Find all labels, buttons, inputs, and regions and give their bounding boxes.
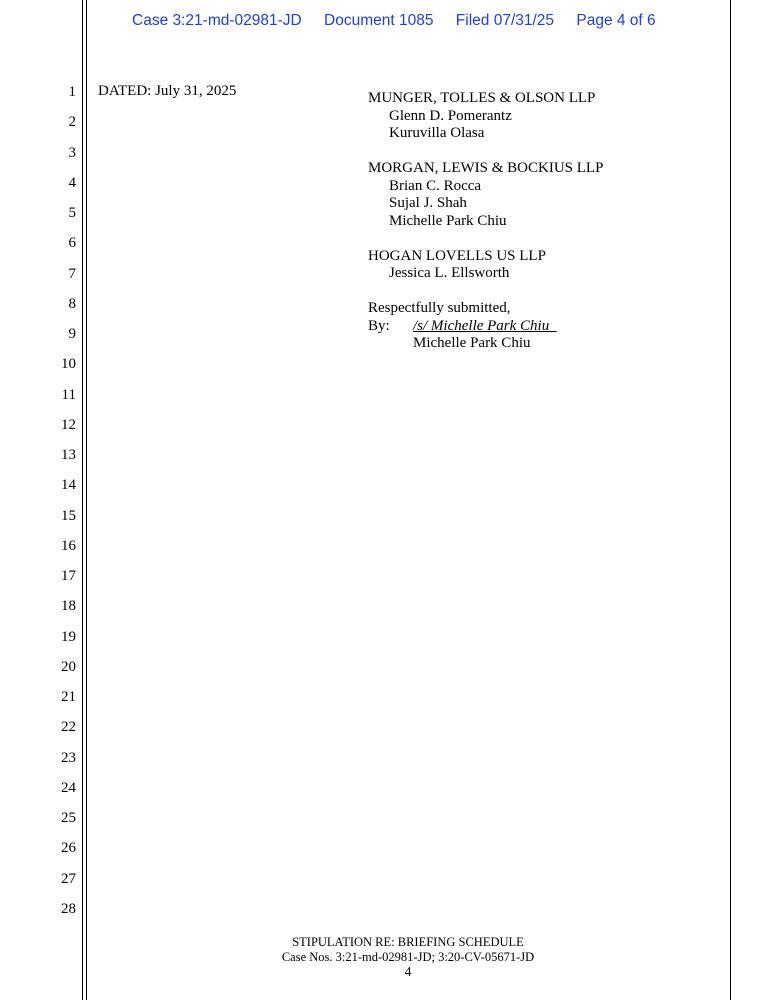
line-number: 17 [61, 568, 76, 584]
line-number: 15 [61, 507, 76, 524]
line-number: 14 [61, 477, 76, 494]
respectfully-submitted: Respectfully submitted, [368, 300, 511, 316]
footer-title: STIPULATION RE: BRIEFING SCHEDULE [292, 935, 524, 949]
case-number: Case 3:21-md-02981-JD [132, 12, 302, 29]
line-number: 16 [61, 537, 76, 554]
submission-block [368, 300, 603, 353]
signature-line [368, 318, 603, 336]
counsel-block [368, 90, 603, 353]
page-footer [86, 935, 730, 980]
line-number: 18 [61, 598, 76, 615]
firm-block [368, 248, 603, 283]
line-number: 24 [61, 779, 76, 796]
line-number: 12 [61, 416, 76, 433]
footer-case-numbers: Case Nos. 3:21-md-02981-JD; 3:20-CV-05671-JD [281, 950, 535, 964]
firm-name: HOGAN LOVELLS US LLP [368, 247, 546, 264]
line-number: 22 [61, 719, 76, 736]
ecf-header [132, 12, 656, 30]
electronic-signature: /s/ Michelle Park Chiu [413, 317, 550, 334]
attorney-name: Kuruvilla Olasa [389, 125, 485, 141]
line-number: 4 [68, 174, 76, 191]
firm-name: MUNGER, TOLLES & OLSON LLP [368, 90, 596, 106]
line-number: 11 [61, 386, 76, 403]
line-number: 28 [61, 900, 76, 917]
line-number: 27 [61, 870, 76, 887]
line-number: 23 [61, 749, 76, 766]
firm-name: MORGAN, LEWIS & BOCKIUS LLP [368, 160, 604, 176]
line-number: 7 [68, 265, 76, 282]
line-number: 20 [61, 658, 76, 675]
line-number: 2 [68, 114, 76, 131]
line-number: 3 [68, 144, 76, 161]
filed-date: Filed 07/31/25 [455, 12, 555, 29]
attorney-name: Michelle Park Chiu [389, 212, 507, 229]
dated-line: DATED: July 31, 2025 [98, 83, 237, 99]
line-number: 1 [68, 84, 76, 100]
attorney-name: Sujal J. Shah [389, 195, 467, 211]
right-margin-rule [730, 0, 731, 1000]
line-number: 9 [68, 326, 76, 342]
signature-underline-pad [549, 318, 557, 334]
footer-page-number: 4 [404, 965, 412, 980]
line-number: 19 [61, 628, 76, 645]
line-number: 8 [68, 295, 76, 312]
line-number: 5 [68, 205, 76, 221]
document-number: Document 1085 [324, 12, 434, 29]
firm-block [368, 90, 603, 143]
line-number: 6 [68, 235, 76, 252]
line-number: 21 [61, 689, 76, 705]
line-number: 10 [61, 356, 76, 373]
line-number: 26 [61, 840, 76, 857]
left-margin-rule [82, 0, 83, 1000]
signer-name: Michelle Park Chiu [413, 335, 531, 351]
by-label: By: [368, 317, 390, 334]
line-number: 13 [61, 447, 76, 463]
firm-block [368, 160, 603, 230]
page-indicator: Page 4 of 6 [576, 12, 656, 29]
left-margin-rule-inner [86, 0, 87, 1000]
attorney-name: Glenn D. Pomerantz [389, 107, 512, 124]
line-number: 25 [61, 810, 76, 826]
attorney-name: Jessica L. Ellsworth [389, 265, 510, 281]
attorney-name: Brian C. Rocca [389, 177, 482, 194]
